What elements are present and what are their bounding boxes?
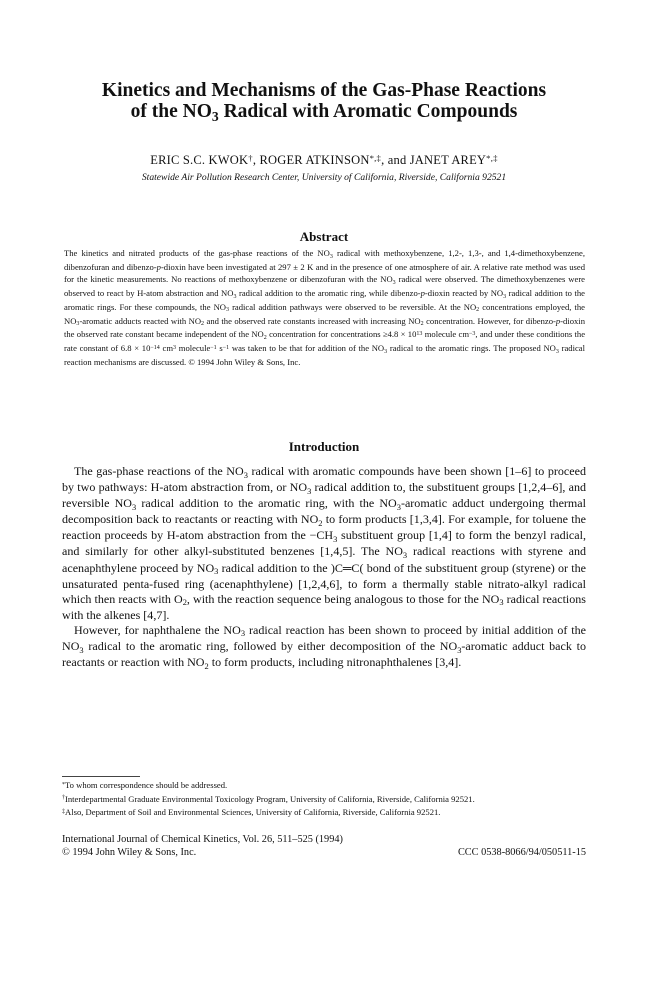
author-mark: † bbox=[248, 152, 253, 163]
copyright: © 1994 John Wiley & Sons, Inc. bbox=[62, 847, 197, 859]
author-name: , ROGER ATKINSON bbox=[252, 153, 370, 167]
author-list bbox=[40, 153, 608, 168]
journal-row bbox=[62, 846, 586, 859]
paragraph: The gas-phase reactions of the $NO_3$ radical with aromatic compounds have been shown [1–6] to proceed by two pathways: H-atom abstraction from, or $NO_3$ radical addition to, the substituent groups [1,2,4–6], and reversible $NO_3$ radical addition to the aromatic ring, with the $NO_3$-aromatic adduct undergoing thermal decomposition back to reactants or reacting with $NO_2$ to form products [1,3,4]. For example, for toluene the reaction proceeds by H-atom abstraction from the $-CH_3$ substituent group [1,4] to form the benzyl radical, and similarly for other alkyl-substituted benzenes [1,4,5]. The $NO_3$ radical reactions with styrene and acenaphthylene proceed by $NO_3$ radical addition to the )C═C( bond of the substituent group (styrene) or the unsaturated penta-fused ring (acenaphthylene) [1,2,4,6], to form a thermally stable nitrato-alkyl radical which then reacts with $O_2$, with the reaction sequence being analogous to those for the $NO_3$ radical reactions with the alkenes [4,7]. bbox=[62, 464, 587, 622]
paragraph: However, for naphthalene the $NO_3$ radical reaction has been shown to proceed by initial addition of the $NO_3$ radical to the aromatic ring, followed by either decomposition of the $NO_3$-aromatic adduct back to reactants or reaction with $NO_2$ to form products, including nitronaphthalenes [3,4]. bbox=[62, 622, 587, 671]
footnote: †Interdepartmental Graduate Environmental Toxicology Program, University of California, Riverside, California 92521. bbox=[62, 793, 475, 804]
journal-citation: International Journal of Chemical Kinetics, Vol. 26, 511–525 (1994) bbox=[62, 834, 343, 845]
title-line-1: Kinetics and Mechanisms of the Gas-Phase Reactions bbox=[101, 80, 547, 101]
title-subscript: 3 bbox=[211, 109, 219, 125]
author-mark: *,‡ bbox=[486, 152, 498, 163]
abstract-body: The kinetics and nitrated products of the gas-phase reactions of the $NO_3$ radical with methoxybenzene, 1,2-, 1,3-, and 1,4-dimethoxybenzene, dibenzofuran and dibenzo-p-dioxin have been investigated at 297 ± 2 K and in the presence of one atmosphere of air. A relative rate method was used for the kinetic measurements. No reactions of methoxybenzene or dibenzofuran with the $NO_3$ radical were observed. The dimethoxybenzenes were observed to react by H-atom abstraction and $NO_3$ radical addition to the aromatic ring, while dibenzo-p-dioxin reacted by $NO_3$ radical addition to the aromatic rings. For these compounds, the $NO_3$ radical addition pathways were observed to be reversible. At the $NO_2$ concentrations employed, the $NO_3$-aromatic adducts reacted with $NO_2$ and the observed rate constants increased with increasing $NO_2$ concentration. However, for dibenzo-p-dioxin the observed rate constant became independent of the $NO_2$ concentration for concentrations $\ge 4.8 \times 10^{13}$ molecule $cm^{-3}$, and under these conditions the rate constant of $6.8 \times 10^{-14}$ $cm^3$ molecule$^{-1}$ $s^{-1}$ was taken to be that for addition of the $NO_3$ radical to the aromatic rings. The proposed $NO_3$ radical reaction mechanisms are discussed. © 1994 John Wiley & Sons, Inc. bbox=[64, 248, 586, 368]
introduction-heading: Introduction bbox=[288, 439, 360, 454]
ccc-code: CCC 0538-8066/94/050511-15 bbox=[457, 847, 586, 859]
title-text: Radical with Aromatic Compounds bbox=[218, 101, 518, 122]
footnotes bbox=[62, 780, 586, 821]
author-mark: *,‡ bbox=[369, 152, 382, 163]
abstract-heading: Abstract bbox=[299, 229, 349, 244]
paper-title bbox=[40, 80, 608, 123]
footnote: *To whom correspondence should be addressed. bbox=[62, 780, 228, 790]
author-name: , and JANET AREY bbox=[381, 153, 487, 167]
journal-info bbox=[62, 833, 586, 859]
title-text: of the NO bbox=[130, 101, 212, 122]
footnote-divider bbox=[62, 776, 140, 777]
author-name: ERIC S.C. KWOK bbox=[150, 153, 249, 167]
footnote: ‡Also, Department of Soil and Environmental Sciences, University of California, Riverside, California 92521. bbox=[62, 807, 441, 818]
title-line-2 bbox=[40, 101, 608, 123]
introduction-body bbox=[62, 464, 586, 671]
affiliation: Statewide Air Pollution Research Center, University of California, Riverside, California 92521 bbox=[141, 172, 507, 183]
